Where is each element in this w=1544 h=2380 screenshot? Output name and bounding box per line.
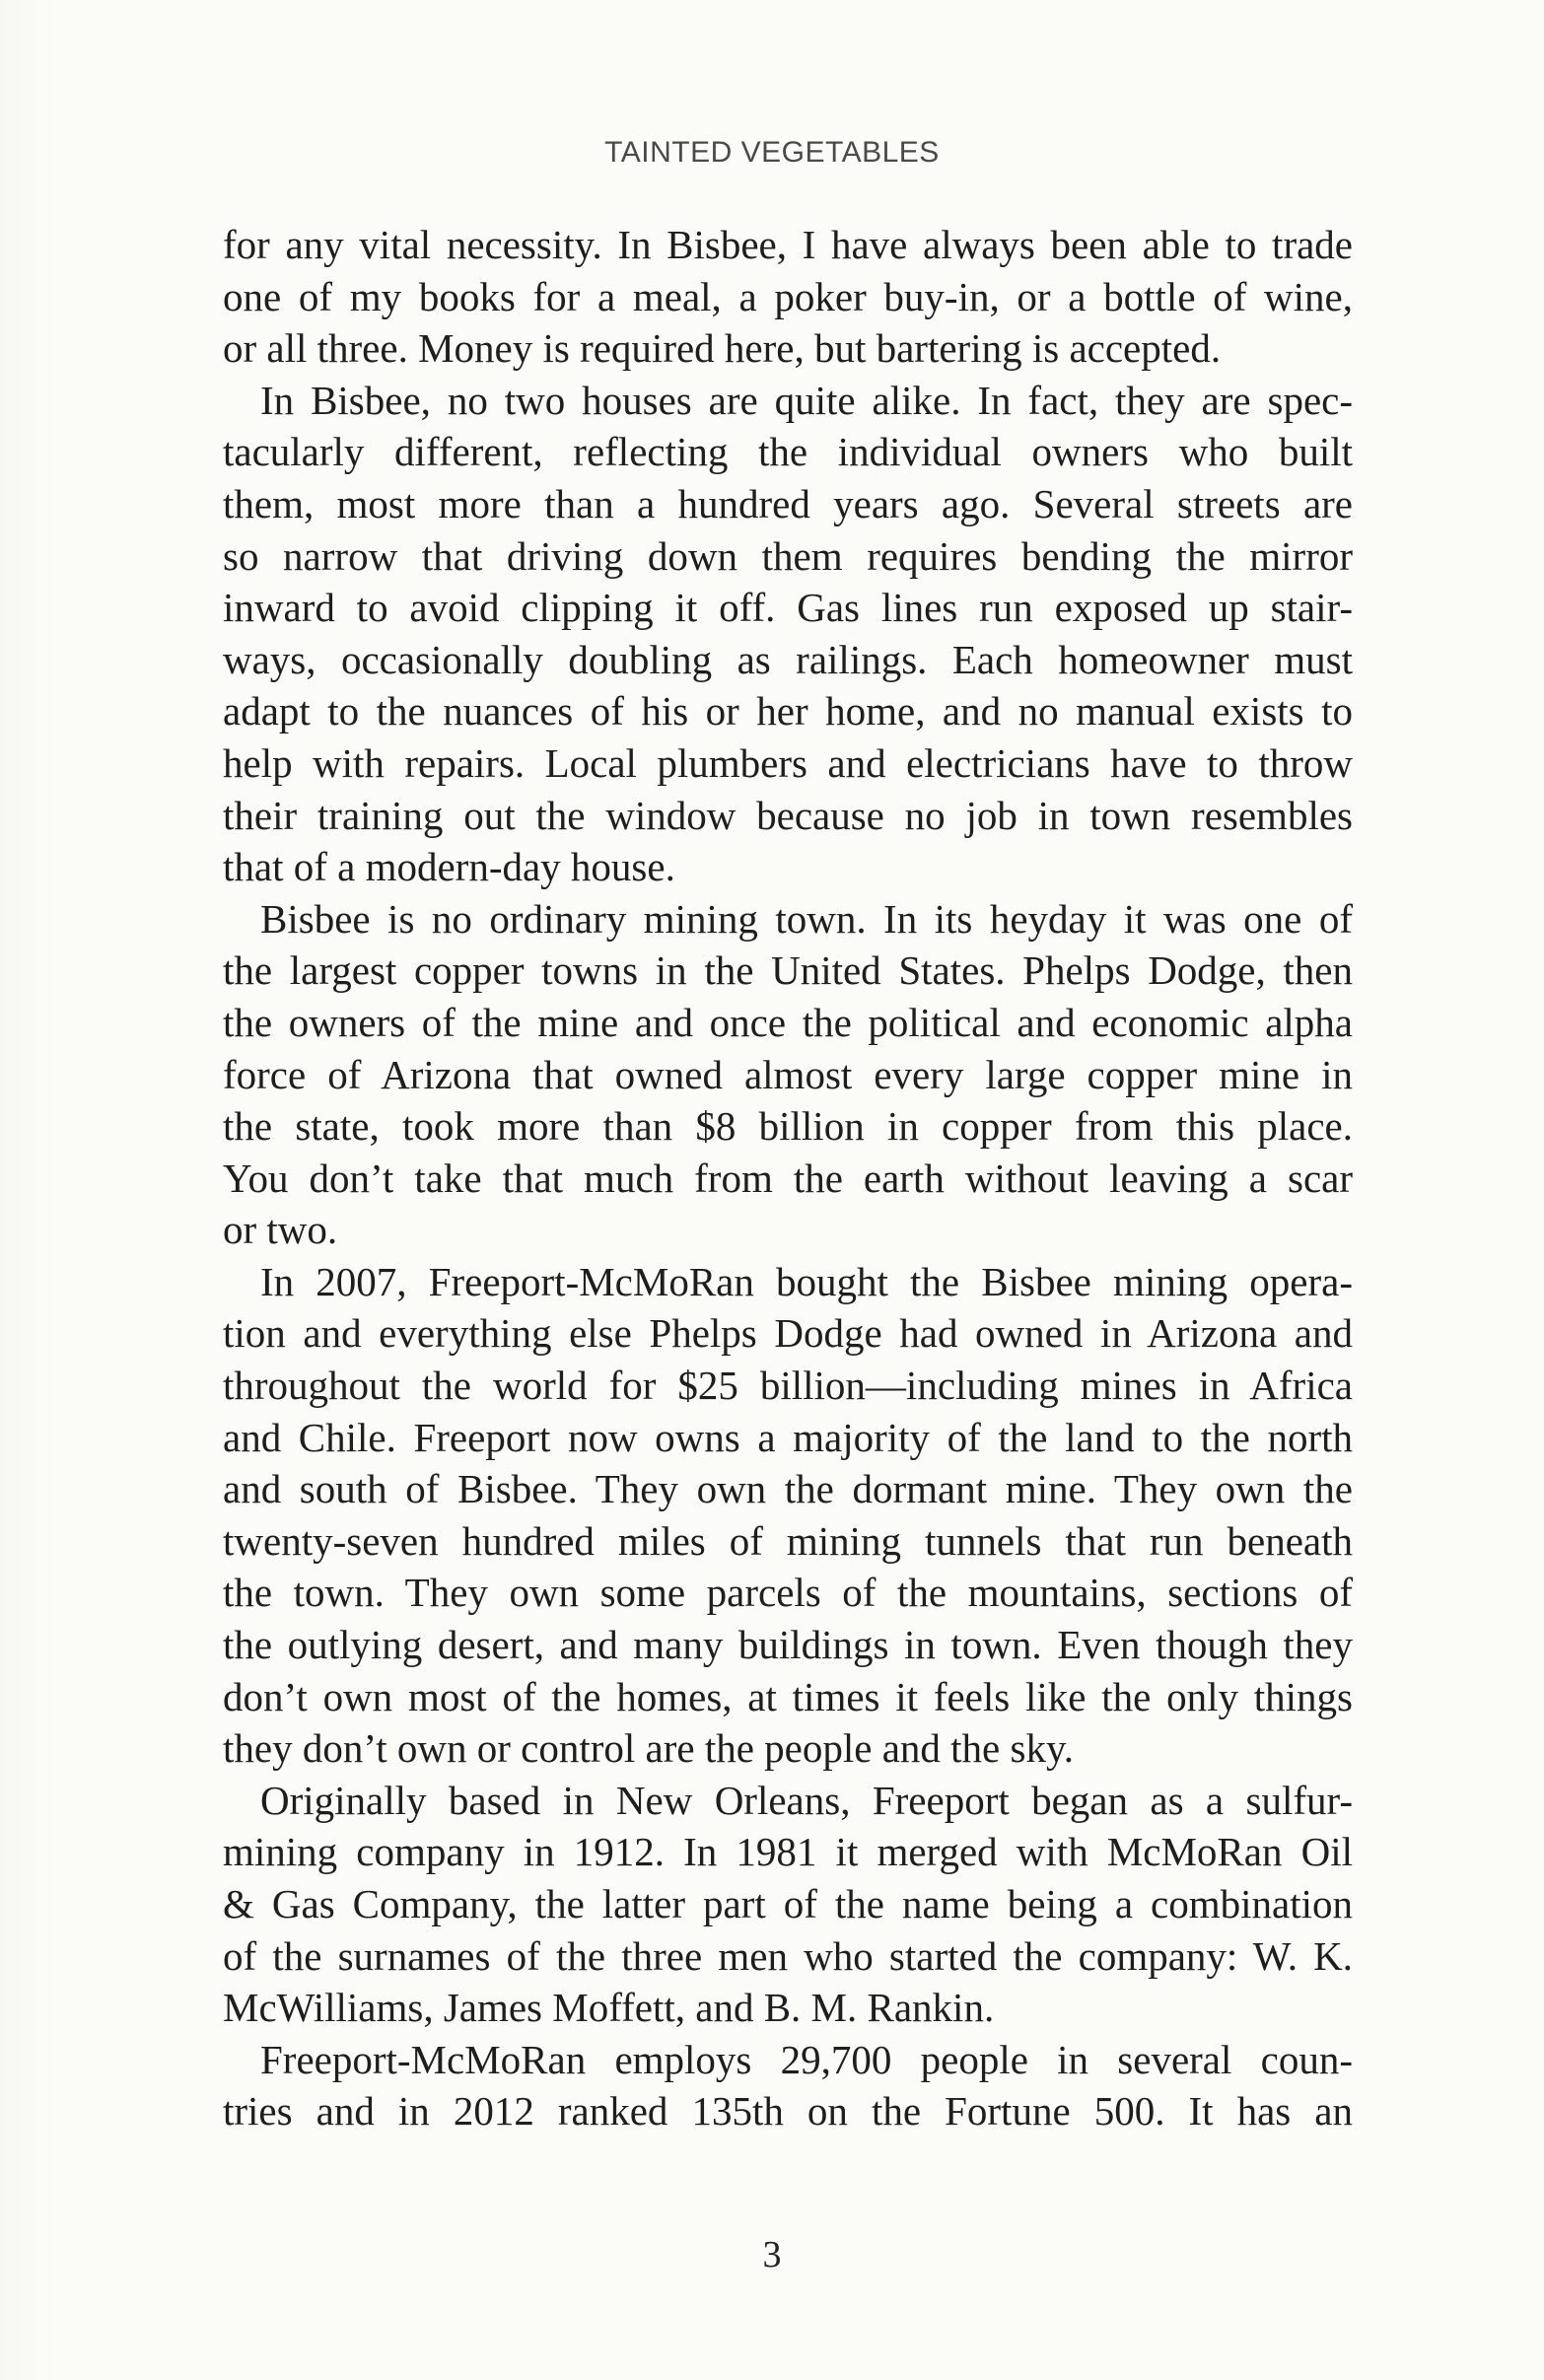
running-head: TAINTED VEGETABLES <box>604 136 940 169</box>
text-line: that of a modern-day house. <box>223 844 675 890</box>
text-line: tries and in 2012 ranked 135th on the Fortune 500. It has an <box>223 2088 1353 2135</box>
text-line: tacularly different, reflecting the individual owners who built <box>223 429 1353 475</box>
text-line: the town. They own some parcels of the mountains, sections of <box>223 1570 1353 1616</box>
page-number: 3 <box>762 2234 782 2275</box>
text-line: ways, occasionally doubling as railings. Each homeowner must <box>223 636 1353 682</box>
text-line: You don’t take that much from the earth without leaving a scar <box>223 1155 1353 1201</box>
paragraph <box>223 219 1353 375</box>
text-line: Freeport-McMoRan employs 29,700 people in several coun- <box>260 2036 1353 2082</box>
paragraph <box>223 375 1353 893</box>
text-line: so narrow that driving down them requires bending the mirror <box>223 532 1353 579</box>
text-line: throughout the world for $25 billion—including mines in Africa <box>223 1363 1353 1409</box>
paragraph <box>223 893 1353 1256</box>
text-line: In Bisbee, no two houses are quite alike. In fact, they are spec- <box>260 377 1353 423</box>
text-line: their training out the window because no job in town resembles <box>223 792 1353 838</box>
text-line: or two. <box>223 1207 338 1253</box>
text-line: the state, took more than $8 billion in copper from this place. <box>223 1103 1353 1150</box>
text-line: the largest copper towns in the United States. Phelps Dodge, then <box>223 947 1353 994</box>
text-line: mining company in 1912. In 1981 it merged with McMoRan Oil <box>223 1829 1353 1875</box>
text-line: one of my books for a meal, a poker buy-in, or a bottle of wine, <box>223 273 1353 319</box>
text-line: or all three. Money is required here, but bartering is accepted. <box>223 325 1222 372</box>
text-line: they don’t own or control are the people and the sky. <box>223 1725 1075 1772</box>
paragraph <box>223 2034 1353 2137</box>
text-line: In 2007, Freeport-McMoRan bought the Bisbee mining opera- <box>260 1258 1353 1304</box>
body-text <box>223 219 1353 2137</box>
text-line: for any vital necessity. In Bisbee, I have always been able to trade <box>223 222 1353 267</box>
text-line: the outlying desert, and many buildings in town. Even though they <box>223 1622 1353 1668</box>
text-line: of the surnames of the three men who started the company: W. K. <box>223 1932 1353 1979</box>
text-line: and Chile. Freeport now owns a majority of the land to the north <box>223 1414 1353 1460</box>
text-line: Bisbee is no ordinary mining town. In its heyday it was one of <box>260 895 1353 942</box>
text-line: McWilliams, James Moffett, and B. M. Rankin. <box>223 1985 995 2031</box>
text-line: & Gas Company, the latter part of the name being a combination <box>223 1881 1353 1926</box>
text-line: the owners of the mine and once the political and economic alpha <box>223 999 1353 1045</box>
text-line: don’t own most of the homes, at times it feels like the only things <box>223 1673 1353 1719</box>
text-line: help with repairs. Local plumbers and electricians have to throw <box>223 739 1353 786</box>
text-line: Originally based in New Orleans, Freeport began as a sulfur- <box>260 1777 1353 1823</box>
text-line: inward to avoid clipping it off. Gas lines run exposed up stair- <box>223 585 1353 631</box>
text-line: force of Arizona that owned almost every large copper mine in <box>223 1051 1353 1097</box>
paragraph <box>223 1256 1353 1775</box>
paragraph <box>223 1775 1353 2034</box>
text-line: twenty-seven hundred miles of mining tunnels that run beneath <box>223 1517 1353 1564</box>
text-line: adapt to the nuances of his or her home, and no manual exists to <box>223 688 1353 735</box>
text-line: and south of Bisbee. They own the dormant mine. They own the <box>223 1466 1353 1512</box>
text-line: them, most more than a hundred years ago. Several streets are <box>223 480 1353 526</box>
text-line: tion and everything else Phelps Dodge had owned in Arizona and <box>223 1310 1353 1357</box>
